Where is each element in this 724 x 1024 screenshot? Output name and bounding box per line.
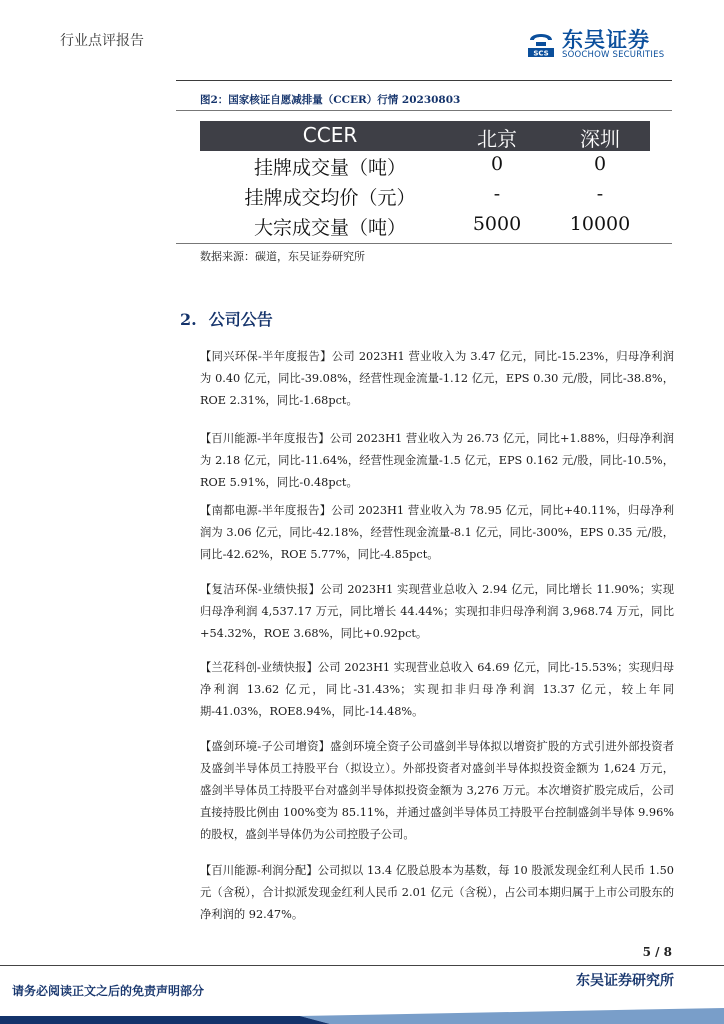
announcement-paragraph [200,657,674,723]
ccer-table [200,121,650,241]
announcement-text: 公司 2023H1 实现营业总收入 2.94 亿元，同比增长 11.90%；实现归母净利润 4,537.17 万元，同比增长 44.44%；实现扣非归母净利润 3,968.74 万元，同比+54.32%，ROE 3.68%，同比+0.92pct。 [200,583,674,640]
announcement-text: 公司 2023H1 营业收入为 78.95 亿元，同比+40.11%，归母净利润为 3.06 亿元，同比-42.18%，经营性现金流量-8.1 亿元，同比-300%，EPS 0.35 元/股，同比-42.62%，ROE 5.77%，同比-4.85pct。 [200,504,674,561]
beijing-value: - [493,183,501,205]
institute-name: 东吴证券研究所 [576,973,674,989]
page-number: 5 / 8 [642,945,672,959]
announcement-tag: 【盛剑环境-子公司增资】 [200,740,331,753]
table-row [200,211,650,241]
announcement-text: 公司拟以 13.4 亿股总股本为基数，每 10 股派发现金红利人民币 1.50 元（含税），合计拟派发现金红利人民币 2.01 亿元（含税），占公司本期归属于上市公司股东的净利润的 92.47%。 [200,864,674,921]
column-header-ccer: CCER [302,123,358,147]
source-divider [176,243,672,244]
announcement-tag: 【百川能源-利润分配】 [200,864,318,877]
table-row [200,181,650,211]
announcement-tag: 【同兴环保-半年度报告】 [200,350,332,363]
soochow-logo-icon [526,26,556,58]
logo-en-text: SOOCHOW SECURITIES [562,50,665,60]
beijing-value: 5000 [472,213,522,235]
announcement-paragraph [200,428,674,494]
shenzhen-value: - [596,183,604,205]
announcement-tag: 【百川能源-半年度报告】 [200,432,330,445]
announcement-tag: 【南都电源-半年度报告】 [200,504,332,517]
beijing-value: 0 [490,153,504,175]
ccer-table-header [200,121,650,151]
section-heading [180,307,273,330]
column-header-shenzhen: 深圳 [580,127,620,151]
column-header-beijing: 北京 [477,127,517,151]
row-label: 挂牌成交量（吨） [253,157,406,179]
brand-logo [526,22,676,62]
announcement-text: 公司 2023H1 营业收入为 3.47 亿元，同比-15.23%，归母净利润为 0.40 亿元，同比-39.08%，经营性现金流量-1.12 亿元，EPS 0.30 元/股，同比-38.8%，ROE 2.31%，同比-1.68pct。 [200,350,674,407]
announcement-tag: 【复洁环保-业绩快报】 [200,583,321,596]
announcement-text: 公司 2023H1 营业收入为 26.73 亿元，同比+1.88%，归母净利润为 2.18 亿元，同比-11.64%，经营性现金流量-1.5 亿元，EPS 0.162 元/股，同比-10.5%，ROE 5.91%，同比-0.48pct。 [200,432,674,489]
row-label: 挂牌成交均价（元） [244,187,416,209]
report-type-label: 行业点评报告 [60,33,144,49]
section-title: 公司公告 [208,310,273,329]
logo-mark-text: SCS [533,49,549,58]
row-label: 大宗成交量（吨） [253,217,406,239]
announcement-tag: 【兰花科创-业绩快报】 [200,661,318,674]
table-row [200,151,650,181]
data-source-note: 数据来源：碳道，东吴证券研究所 [200,250,365,263]
shenzhen-value: 0 [593,153,607,175]
announcement-paragraph [200,500,674,566]
shenzhen-value: 10000 [569,213,631,235]
figure-caption: 图2：国家核证自愿减排量（CCER）行情 20230803 [200,94,461,106]
section-number: 2. [180,310,197,329]
footer-color-band [0,1002,724,1024]
caption-divider [176,110,672,111]
disclaimer-note: 请务必阅读正文之后的免责声明部分 [12,984,205,998]
header-divider [176,80,672,81]
announcement-paragraph [200,736,674,846]
footer-divider [0,965,724,966]
announcement-text: 公司 2023H1 实现营业总收入 64.69 亿元，同比-15.53%；实现归母净利润 13.62 亿元，同比-31.43%；实现扣非归母净利润 13.37 亿元，较上年同期-41.03%，ROE8.94%，同比-14.48%。 [200,661,675,718]
announcement-paragraph [200,579,674,645]
announcement-paragraph [200,346,674,412]
announcement-paragraph [200,860,674,926]
announcement-text: 盛剑环境全资子公司盛剑半导体拟以增资扩股的方式引进外部投资者及盛剑半导体员工持股平台（拟设立）。外部投资者对盛剑半导体拟投资金额为 1,624 万元，盛剑半导体员工持股平台对盛剑半导体拟投资金额为 3,276 万元。本次增资扩股完成后，公司直接持股比例由 100%变为 85.11%，并通过盛剑半导体员工持股平台控制盛剑半导体 9.96%的股权，盛剑半导体仍为公司控股子公司。 [200,740,674,841]
logo-cn-text: 东吴证券 [562,28,650,52]
